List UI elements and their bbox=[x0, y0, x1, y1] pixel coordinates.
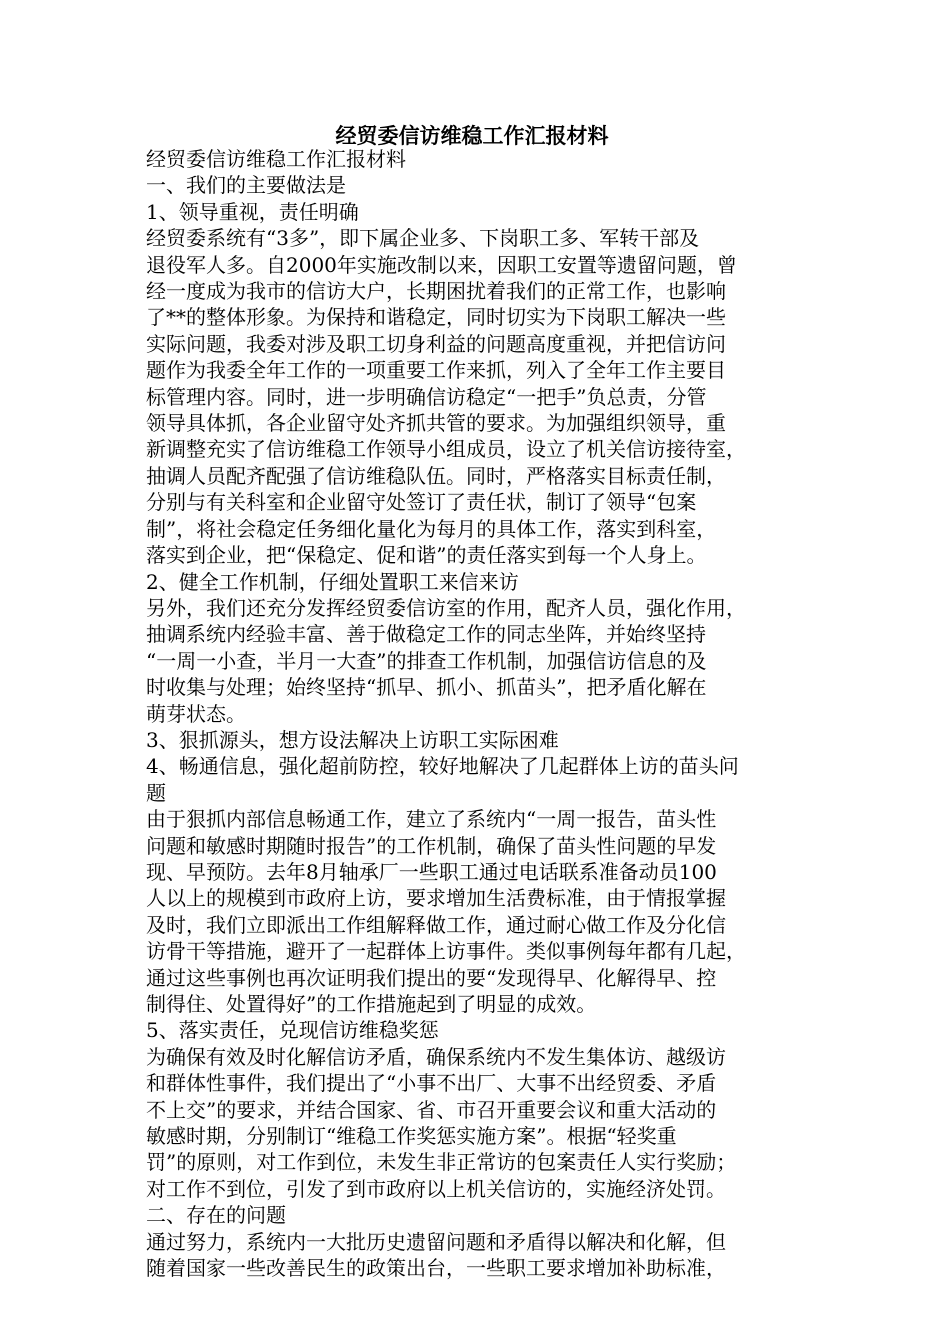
text-line: 制”，将社会稳定任务细化量化为每月的具体工作，落实到科室， bbox=[146, 516, 717, 541]
text-line: 现、早预防。去年8月轴承厂一些职工通过电话联系准备动员100 bbox=[146, 859, 717, 884]
text-line: 落实到企业，把“保稳定、促和谐”的责任落实到每一个人身上。 bbox=[146, 543, 707, 568]
text-line: 问题和敏感时期随时报告”的工作机制，确保了苗头性问题的早发 bbox=[146, 833, 717, 858]
text-line: 领导具体抓，各企业留守处齐抓共管的要求。为加强组织领导，重 bbox=[146, 411, 726, 436]
text-line: 为确保有效及时化解信访矛盾，确保系统内不发生集体访、越级访 bbox=[146, 1044, 726, 1069]
text-line: 2、健全工作机制，仔细处置职工来信来访 bbox=[146, 569, 519, 594]
text-line: 另外，我们还充分发挥经贸委信访室的作用，配齐人员，强化作用， bbox=[146, 595, 746, 620]
text-line: 题作为我委全年工作的一项重要工作来抓，列入了全年工作主要目 bbox=[146, 358, 726, 383]
text-line: 1、领导重视，责任明确 bbox=[146, 199, 359, 224]
text-line: 标管理内容。同时，进一步明确信访稳定“一把手”负总责，分管 bbox=[146, 384, 707, 409]
text-line: 退役军人多。自2000年实施改制以来，因职工安置等遗留问题，曾 bbox=[146, 252, 737, 277]
text-line: 和群体性事件，我们提出了“小事不出厂、大事不出经贸委、矛盾 bbox=[146, 1071, 717, 1096]
text-line: 人以上的规模到市政府上访，要求增加生活费标准，由于情报掌握 bbox=[146, 886, 726, 911]
text-line: 二、存在的问题 bbox=[146, 1203, 286, 1228]
text-line: 抽调系统内经验丰富、善于做稳定工作的同志坐阵，并始终坚持 bbox=[146, 622, 706, 647]
text-line: 5、落实责任，兑现信访维稳奖惩 bbox=[146, 1018, 439, 1043]
text-line: 4、畅通信息，强化超前防控，较好地解决了几起群体上访的苗头问 bbox=[146, 754, 739, 779]
text-line: 抽调人员配齐配强了信访维稳队伍。同时，严格落实目标责任制， bbox=[146, 463, 726, 488]
text-line: 访骨干等措施，避开了一起群体上访事件。类似事例每年都有几起， bbox=[146, 939, 746, 964]
text-line: 通过这些事例也再次证明我们提出的要“发现得早、化解得早、控 bbox=[146, 965, 717, 990]
text-line: 敏感时期，分别制订“维稳工作奖惩实施方案”。根据“轻奖重 bbox=[146, 1124, 677, 1149]
text-line: 罚”的原则，对工作到位，未发生非正常访的包案责任人实行奖励； bbox=[146, 1150, 737, 1175]
text-line: 经一度成为我市的信访大户，长期困扰着我们的正常工作，也影响 bbox=[146, 279, 726, 304]
text-line: 了**的整体形象。为保持和谐稳定，同时切实为下岗职工解决一些 bbox=[146, 305, 726, 330]
text-line: 及时，我们立即派出工作组解释做工作，通过耐心做工作及分化信 bbox=[146, 912, 726, 937]
text-line: 制得住、处置得好”的工作措施起到了明显的成效。 bbox=[146, 992, 597, 1016]
document-body bbox=[146, 146, 806, 1281]
text-line: 新调整充实了信访维稳工作领导小组成员，设立了机关信访接待室， bbox=[146, 437, 746, 462]
text-line: 萌芽状态。 bbox=[146, 701, 246, 726]
text-line: 由于狠抓内部信息畅通工作，建立了系统内“一周一报告，苗头性 bbox=[146, 807, 717, 832]
text-line: 分别与有关科室和企业留守处签订了责任状，制订了领导“包案 bbox=[146, 490, 697, 515]
text-line: 经贸委系统有“3多”，即下属企业多、下岗职工多、军转干部及 bbox=[146, 226, 700, 251]
text-line: 通过努力，系统内一大批历史遗留问题和矛盾得以解决和化解，但 bbox=[146, 1229, 726, 1254]
text-line: 题 bbox=[146, 780, 166, 805]
text-line: 不上交”的要求，并结合国家、省、市召开重要会议和重大活动的 bbox=[146, 1097, 717, 1122]
text-line: 实际问题，我委对涉及职工切身利益的问题高度重视，并把信访问 bbox=[146, 331, 726, 356]
text-line: 经贸委信访维稳工作汇报材料 bbox=[146, 147, 406, 171]
text-line: 对工作不到位，引发了到市政府以上机关信访的，实施经济处罚。 bbox=[146, 1176, 726, 1201]
text-line: 随着国家一些改善民生的政策出台，一些职工要求增加补助标准， bbox=[146, 1256, 726, 1281]
text-line: 一、我们的主要做法是 bbox=[146, 173, 346, 198]
text-line: 3、狠抓源头，想方设法解决上访职工实际困难 bbox=[146, 727, 559, 752]
document-title: 经贸委信访维稳工作汇报材料 bbox=[335, 123, 609, 148]
text-line: 时收集与处理；始终坚持“抓早、抓小、抓苗头”，把矛盾化解在 bbox=[146, 675, 707, 700]
text-line: “一周一小查，半月一大查”的排查工作机制，加强信访信息的及 bbox=[146, 648, 707, 673]
